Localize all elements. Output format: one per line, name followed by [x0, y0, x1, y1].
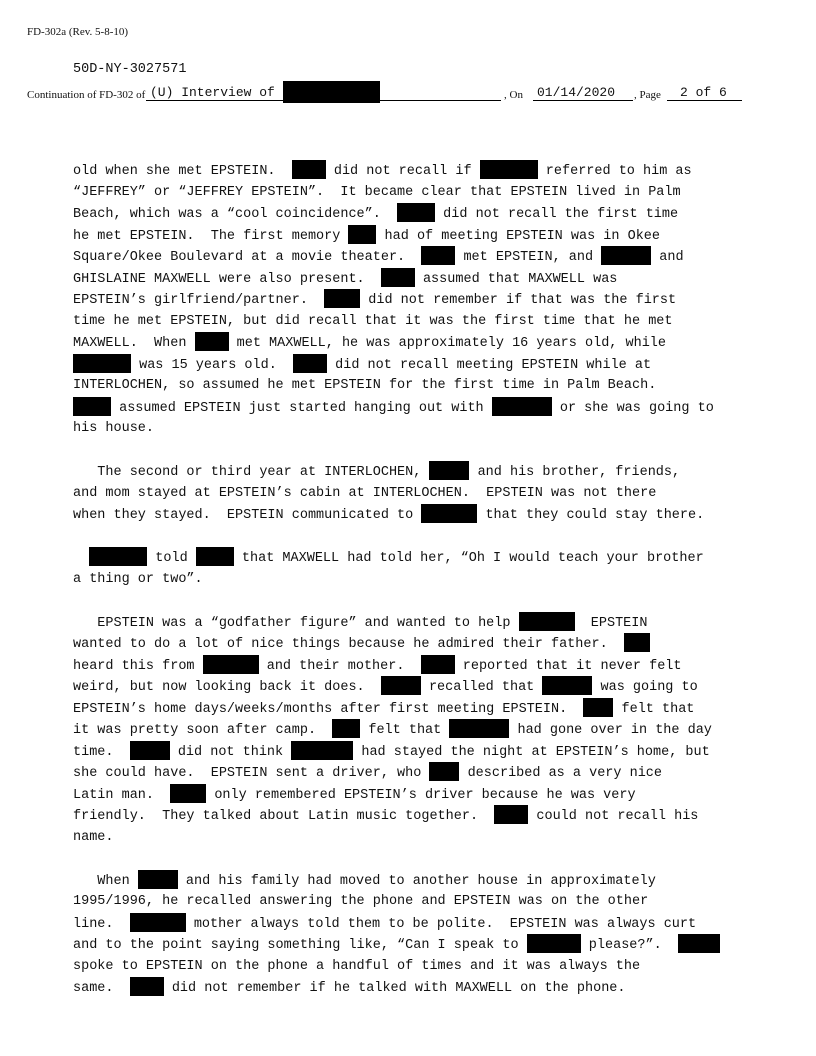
- text-run: GHISLAINE MAXWELL were also present.: [73, 271, 381, 287]
- text-run: and his family had moved to another house in approximately: [177, 873, 656, 889]
- text-run: did not remember if he talked with MAXWELL on the phone.: [163, 981, 626, 996]
- text-run: met MAXWELL, he was approximately 16 years old, while: [228, 336, 667, 351]
- text-run: EPSTEIN’s girlfriend/partner.: [73, 293, 325, 308]
- text-line: [73, 934, 773, 956]
- subject-underline: [146, 100, 501, 101]
- redaction-box: [292, 160, 326, 179]
- text-line: [73, 268, 773, 290]
- text-line: [73, 375, 773, 397]
- text-run: told: [147, 551, 196, 566]
- text-line: [73, 225, 773, 247]
- text-run: When: [73, 873, 138, 889]
- text-run: felt that: [613, 701, 695, 717]
- redaction-box: [170, 784, 206, 803]
- paragraph: [73, 547, 773, 590]
- text-run: and their mother.: [258, 658, 421, 674]
- text-run: old when she met EPSTEIN.: [73, 164, 292, 179]
- continuation-label: Continuation of FD-302 of: [27, 89, 146, 101]
- text-line: [73, 397, 773, 419]
- text-run: assumed that MAXWELL was: [414, 271, 618, 287]
- text-line: [73, 311, 773, 333]
- redaction-box: [519, 612, 575, 631]
- text-line: [73, 655, 773, 677]
- text-run: when they stayed. EPSTEIN communicated to: [73, 508, 422, 523]
- text-run: had stayed the night at EPSTEIN’s home, but: [353, 744, 710, 760]
- text-run: or she was going to: [551, 400, 714, 416]
- text-run: spoke to EPSTEIN on the phone a handful of times and it was always the: [73, 958, 641, 974]
- redaction-box: [324, 289, 360, 308]
- text-run: assumed EPSTEIN just started hanging out with: [111, 400, 492, 416]
- text-run: was going to: [592, 680, 698, 695]
- continuation-header: [0, 85, 816, 105]
- redaction-box: [381, 676, 421, 695]
- text-run: recalled that: [420, 680, 543, 695]
- redaction-box: [480, 160, 538, 179]
- paragraph-gap: [73, 590, 773, 612]
- on-label: , On: [504, 89, 523, 101]
- redaction-box: [73, 354, 131, 373]
- text-run: time he met EPSTEIN, but did recall that it was the first time that he met: [73, 313, 673, 329]
- text-run: did not recall meeting EPSTEIN while at: [327, 357, 652, 373]
- form-id: FD-302a (Rev. 5-8-10): [27, 26, 129, 38]
- subject-field: (U) Interview of: [150, 85, 275, 100]
- text-line: [73, 182, 773, 204]
- redaction-box: [348, 225, 376, 244]
- text-run: line.: [73, 916, 130, 932]
- text-run: wanted to do a lot of nice things because he admired their father.: [73, 637, 624, 652]
- redaction-box: [73, 397, 111, 416]
- text-line: [73, 977, 773, 999]
- text-run: name.: [73, 829, 114, 845]
- text-line: [73, 160, 773, 182]
- redaction-box: [130, 741, 170, 760]
- interview-body: [73, 160, 773, 999]
- text-run: only remembered EPSTEIN’s driver because he was very: [206, 787, 636, 803]
- redaction-box: [196, 547, 234, 566]
- text-line: [73, 461, 773, 483]
- text-run: The second or third year at INTERLOCHEN,: [73, 465, 430, 480]
- text-line: [73, 547, 773, 569]
- redaction-box: [332, 719, 360, 738]
- text-run: EPSTEIN was a “godfather figure” and wanted to help: [73, 615, 519, 631]
- redaction-box: [203, 655, 259, 674]
- redaction-box: [429, 762, 459, 781]
- text-run: mother always told them to be polite. EPSTEIN was always curt: [185, 916, 697, 932]
- text-line: [73, 762, 773, 784]
- text-run: referred to him as: [537, 164, 692, 179]
- text-run: did not recall the first time: [435, 207, 679, 222]
- redaction-box: [494, 805, 528, 824]
- redaction-box: [397, 203, 435, 222]
- text-run: Latin man.: [73, 787, 171, 803]
- page-underline: [667, 100, 742, 101]
- text-line: [73, 289, 773, 311]
- text-line: [73, 956, 773, 978]
- text-run: Beach, which was a “cool coincidence”.: [73, 207, 398, 222]
- text-line: [73, 870, 773, 892]
- paragraph: [73, 870, 773, 999]
- text-run: time.: [73, 744, 130, 760]
- text-run: INTERLOCHEN, so assumed he met EPSTEIN for the first time in Palm Beach.: [73, 378, 657, 393]
- text-run: and to the point saying something like, “Can I speak to: [73, 938, 527, 953]
- redaction-box: [293, 354, 327, 373]
- redaction-box: [624, 633, 650, 652]
- text-line: [73, 741, 773, 763]
- text-run: “JEFFREY” or “JEFFREY EPSTEIN”. It became clear that EPSTEIN lived in Palm: [73, 184, 681, 200]
- text-run: reported that it never felt: [454, 658, 682, 674]
- text-run: was 15 years old.: [131, 357, 294, 373]
- text-run: heard this from: [73, 658, 203, 674]
- paragraph-gap: [73, 848, 773, 870]
- redaction-box: [291, 741, 353, 760]
- text-line: [73, 203, 773, 225]
- text-line: [73, 827, 773, 849]
- text-run: EPSTEIN: [574, 615, 648, 631]
- text-run: she could have. EPSTEIN sent a driver, who: [73, 766, 430, 781]
- redaction-box: [429, 461, 469, 480]
- text-run: Square/Okee Boulevard at a movie theater.: [73, 250, 422, 265]
- text-run: that MAXWELL had told her, “Oh I would teach your brother: [233, 551, 704, 566]
- text-line: [73, 891, 773, 913]
- date-field: 01/14/2020: [537, 85, 616, 100]
- redaction-box: [195, 332, 229, 351]
- text-run: MAXWELL. When: [73, 336, 195, 351]
- page-field: 2 of 6: [680, 85, 727, 100]
- text-line: [73, 246, 773, 268]
- text-run: did not recall if: [325, 164, 480, 179]
- text-run: a thing or two”.: [73, 571, 203, 587]
- redaction-box: [138, 870, 178, 889]
- text-run: it was pretty soon after camp.: [73, 723, 333, 738]
- redaction-box: [527, 934, 581, 953]
- redaction-box: [601, 246, 651, 265]
- redaction-box: [421, 655, 455, 674]
- text-run: and: [651, 250, 684, 265]
- redaction-box: [421, 504, 477, 523]
- text-line: [73, 418, 773, 440]
- text-line: [73, 332, 773, 354]
- text-line: [73, 676, 773, 698]
- text-line: [73, 354, 773, 376]
- text-line: [73, 483, 773, 505]
- text-line: [73, 719, 773, 741]
- paragraph: [73, 612, 773, 849]
- text-run: described as a very nice: [459, 766, 663, 781]
- redaction-box: [381, 268, 415, 287]
- text-run: [73, 551, 89, 566]
- text-run: EPSTEIN’s home days/weeks/months after first meeting EPSTEIN.: [73, 701, 584, 717]
- redaction-box: [421, 246, 455, 265]
- redaction-box: [449, 719, 509, 738]
- text-line: [73, 913, 773, 935]
- redaction-box: [130, 977, 164, 996]
- text-run: had of meeting EPSTEIN was in Okee: [376, 228, 660, 244]
- text-line: [73, 504, 773, 526]
- paragraph-gap: [73, 440, 773, 462]
- redaction-box: [583, 698, 613, 717]
- redaction-box: [130, 913, 186, 932]
- text-line: [73, 633, 773, 655]
- text-run: 1995/1996, he recalled answering the phone and EPSTEIN was on the other: [73, 894, 649, 909]
- paragraph: [73, 160, 773, 440]
- text-run: did not remember if that was the first: [360, 293, 677, 308]
- text-run: met EPSTEIN, and: [455, 250, 602, 265]
- text-line: [73, 698, 773, 720]
- text-line: [73, 805, 773, 827]
- redaction-box: [542, 676, 592, 695]
- text-line: [73, 612, 773, 634]
- text-run: that they could stay there.: [477, 508, 705, 523]
- text-run: could not recall his: [528, 809, 699, 824]
- paragraph-gap: [73, 526, 773, 548]
- text-line: [73, 569, 773, 591]
- redaction-box: [678, 934, 720, 953]
- file-number: 50D-NY-3027571: [73, 62, 187, 77]
- redaction-box: [492, 397, 552, 416]
- paragraph: [73, 461, 773, 526]
- text-run: and his brother, friends,: [469, 465, 681, 480]
- text-run: his house.: [73, 421, 155, 436]
- text-run: friendly. They talked about Latin music together.: [73, 809, 495, 824]
- redaction-box: [89, 547, 147, 566]
- text-run: and mom stayed at EPSTEIN’s cabin at INTERLOCHEN. EPSTEIN was not there: [73, 485, 657, 501]
- text-line: [73, 784, 773, 806]
- text-run: weird, but now looking back it does.: [73, 680, 381, 695]
- text-run: did not think: [169, 744, 292, 760]
- page-label: , Page: [634, 89, 661, 101]
- date-underline: [533, 100, 633, 101]
- text-run: had gone over in the day: [509, 723, 712, 738]
- text-run: felt that: [360, 723, 450, 738]
- text-run: he met EPSTEIN. The first memory: [73, 228, 349, 244]
- text-run: please?”.: [580, 938, 678, 953]
- text-run: same.: [73, 981, 130, 996]
